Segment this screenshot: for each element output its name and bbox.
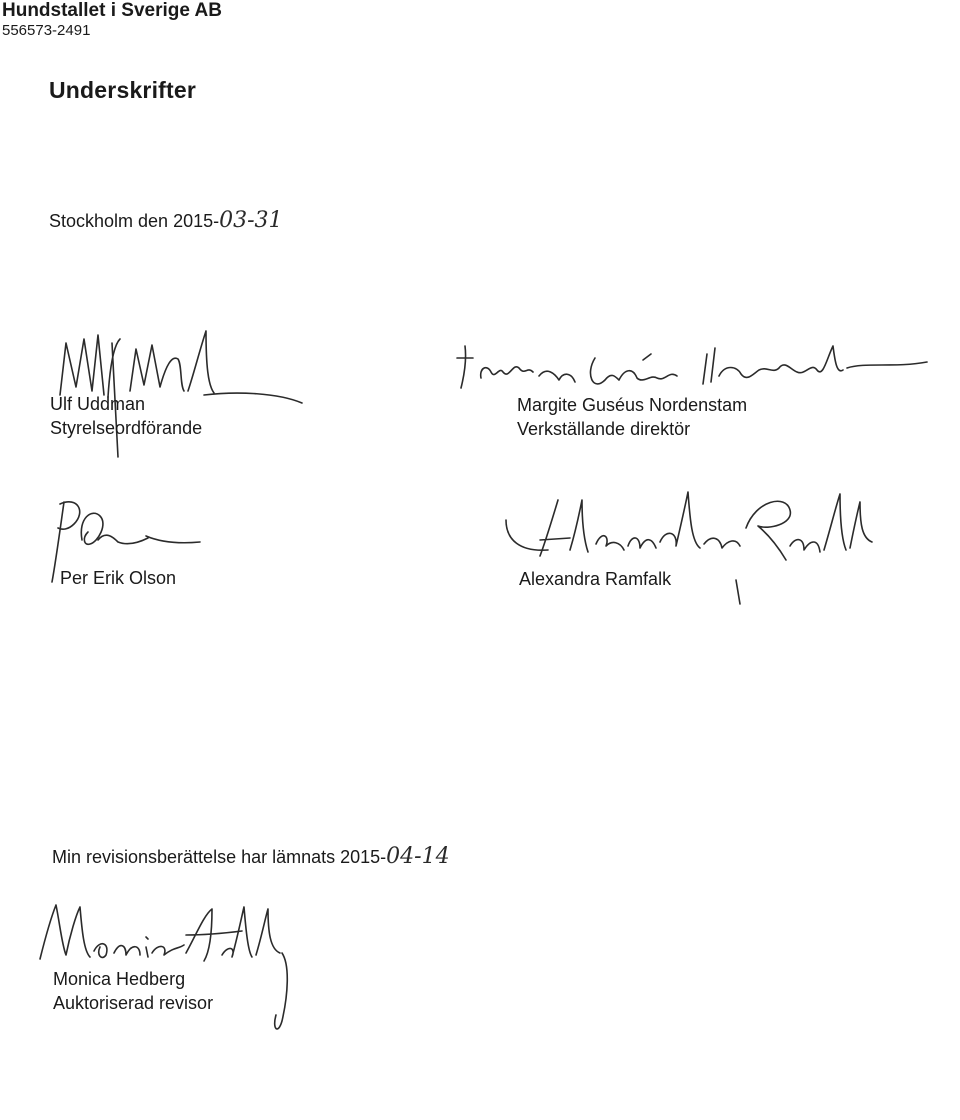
signatory-margite-guseus-nordenstam xyxy=(517,393,747,441)
handwritten-audit-date: 04-14 xyxy=(386,844,450,869)
auditor-name: Monica Hedberg xyxy=(53,969,186,989)
signatory-name: Per Erik Olson xyxy=(60,568,177,588)
place-date-prefix: Stockholm den 2015- xyxy=(49,211,220,231)
signatory-monica-hedberg xyxy=(53,967,213,1015)
signatory-alexandra-ramfalk xyxy=(519,567,671,591)
place-date-line xyxy=(49,210,283,232)
company-name: Hundstallet i Sverige AB xyxy=(2,0,222,21)
audit-statement-prefix: Min revisionsberättelse har lämnats 2015- xyxy=(52,847,387,867)
handwritten-date: 03-31 xyxy=(219,208,283,233)
signatory-ulf-uddman xyxy=(50,392,202,440)
signatory-role: Verkställande direktör xyxy=(517,419,691,439)
signatory-role: Styrelseordförande xyxy=(50,418,203,438)
signatory-name: Ulf Uddman xyxy=(50,394,146,414)
signatory-name: Alexandra Ramfalk xyxy=(519,569,672,589)
org-number: 556573-2491 xyxy=(2,22,91,39)
page-title: Underskrifter xyxy=(49,77,197,103)
signatory-name: Margite Guséus Nordenstam xyxy=(517,395,748,415)
signatory-per-erik-olson xyxy=(60,566,176,590)
audit-statement xyxy=(52,846,450,868)
auditor-role: Auktoriserad revisor xyxy=(53,993,214,1013)
